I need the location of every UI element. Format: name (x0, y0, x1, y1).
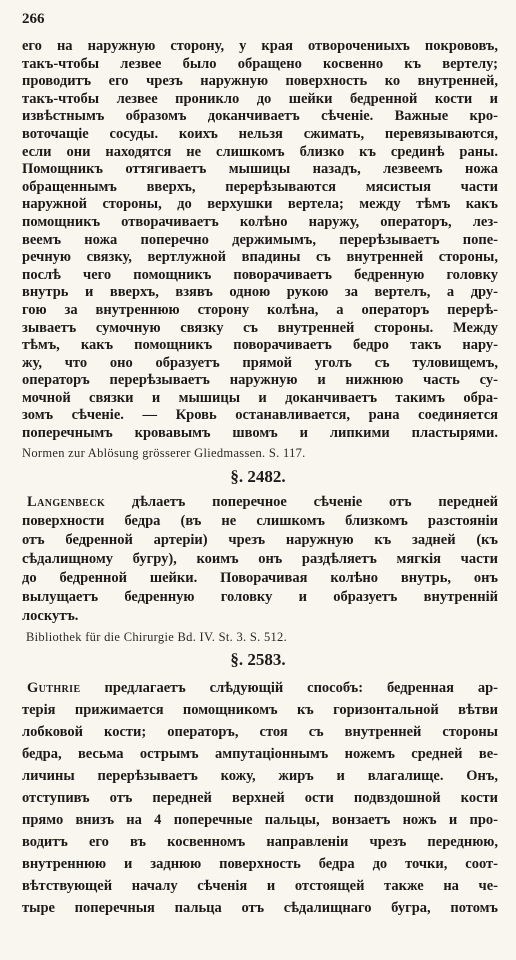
text-line: мочной связки и мышицы и доканчиваетъ такимъ обра- (22, 389, 498, 406)
paragraph (22, 38, 498, 443)
text-line: тыре поперечныя пальца отъ сѣдалищнаго бугра, потомъ (22, 900, 498, 916)
text-line: его на наружную сторону, у края отворочениыхъ покрововъ, (22, 38, 498, 54)
text-line: терія прижимается помощникомъ къ горизонтальной вѣтви (22, 702, 498, 718)
citation: Normen zur Ablösung grösserer Gliedmassen. S. 117. (22, 446, 306, 460)
section-heading: §. 2583. (230, 650, 286, 669)
text-line: если они находятся не слишкомъ близко къ срединѣ раны. (22, 143, 498, 160)
text-line: гою за внутреннюю сторону колѣна, а операторъ перерѣ- (22, 301, 498, 318)
text-line: извѣстнымъ образомъ доканчиваетъ сѣченіе. Важные кро- (22, 108, 498, 125)
text-line: поверхности бедра (въ не слишкомъ близкомъ разстояніи (22, 513, 498, 529)
text-line: поперечнымъ кровавымъ швомъ и липкими пластырями. (22, 425, 498, 442)
author-name: Langenbeck (27, 494, 106, 510)
text-line: зываетъ сумочную связку съ внутренней стороны. Между (22, 319, 498, 336)
text-line: внутреннюю и заднюю поверхность бедра до точки, соот- (22, 856, 498, 872)
text-line: тѣмъ, какъ помощникъ поворачиваетъ бедро такъ нару- (22, 337, 498, 354)
text-line: зомъ сѣченіе. — Кровь останавливается, рана соединяется (22, 407, 498, 424)
text-line: личины перерѣзываетъ кожу, жиръ и влагалище. Онъ, (22, 768, 498, 784)
text-line: речную связку, вертлужной впадины съ внутренней стороны, (22, 249, 498, 266)
text-line: такъ-чтобы лезвее было обращено косвенно къ вертелу; (22, 55, 498, 72)
paragraph (22, 493, 498, 626)
citation: Bibliothek für die Chirurgie Bd. IV. St. 3. S. 512. (26, 630, 288, 644)
text-line: воточащіе сосуды. коихъ нельзя сжимать, перевязываются, (22, 125, 498, 142)
text-line: проводитъ его чрезъ наружную поверхность ко внутренней, (22, 73, 498, 90)
text-line: обращеннымъ вверхъ, перерѣзываются мясистыя части (22, 178, 498, 195)
text-line-content: дѣлаетъ поперечное сѣченіе отъ передней (131, 494, 498, 510)
text-line: лоскутъ. (22, 608, 79, 624)
page-number: 266 (22, 11, 45, 27)
text-line: послѣ чего помощникъ поворачиваетъ бедренную головку (22, 266, 498, 283)
text-line: отступивъ отъ передней верхней ости подвздошной кости (22, 790, 498, 806)
text-line: водитъ его въ косвенномъ направленіи чрезъ переднюю, (22, 834, 498, 850)
text-line: такъ-чтобы лезвее проникло до шейки бедренной кости и (22, 90, 498, 107)
paragraph (22, 677, 498, 919)
text-line: Помощникъ оттягиваетъ мышицы назадъ, лезвеемъ ножа (22, 161, 498, 178)
text-line (22, 677, 498, 699)
section-heading: §. 2482. (230, 467, 286, 486)
text-line: прямо внизъ на 4 поперечные пальцы, вонзаетъ ножъ и про- (22, 812, 498, 828)
text-line: сѣдалищному бугру), коимъ онъ раздѣляетъ мягкія части (22, 551, 498, 567)
text-line: помощникъ отворачиваетъ колѣно наружу, операторъ, лез- (22, 213, 498, 230)
text-line: отъ бедренной артеріи) чрезъ наружную къ задней (къ (22, 532, 498, 548)
text-line: до бедренной шейки. Поворачивая колѣно внутрь, онъ (22, 570, 498, 586)
text-line: вылущаетъ бедренную головку и образуетъ внутренній (22, 589, 498, 605)
text-line: лобковой кости; операторъ, стоя съ внутренней стороны (22, 724, 498, 740)
text-line: вѣтствующей началу сѣченія и отстоящей также на че- (22, 878, 498, 894)
author-name: Guthrie (27, 680, 81, 696)
text-line-content: предлагаетъ слѣдующій способъ: бедренная ар- (104, 680, 498, 696)
text-line: бедра, весьма острымъ ампутаціоннымъ ножемъ средней ве- (22, 746, 498, 762)
text-line: жу, что оно образуетъ прямой уголъ съ туловищемъ, (22, 354, 498, 371)
text-line (22, 493, 498, 512)
text-line: веемъ ножа поперечно держимымъ, перерѣзываетъ попе- (22, 231, 498, 248)
text-line: операторъ перерѣзываетъ наружную и нижнюю часть су- (22, 372, 498, 389)
text-line: наружной стороны, до верхушки вертела; между тѣмъ какъ (22, 196, 498, 213)
text-line: внутрь и вверхъ, взявъ одною рукою за вертелъ, а дру- (22, 284, 498, 301)
